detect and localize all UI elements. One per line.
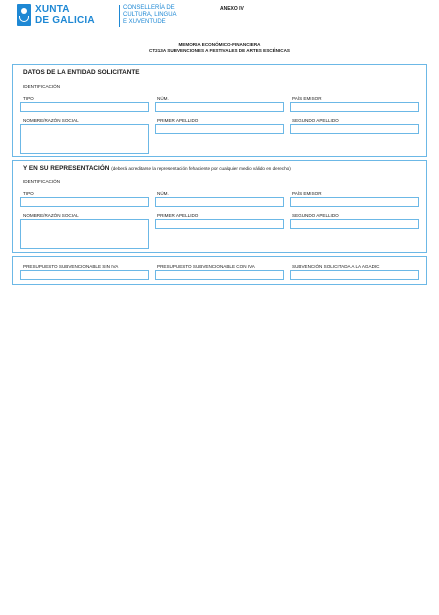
logo-department: CONSELLERÍA DE CULTURA, LINGUA E XUVENTUDE (123, 5, 177, 26)
representative-type-field[interactable] (20, 197, 149, 207)
representative-section (12, 160, 427, 253)
budget-section (12, 256, 427, 285)
applicant-section-title: DATOS DE LA ENTIDAD SOLICITANTE (23, 69, 140, 76)
page-title: MEMORIA ECONÓMICO-FINANCIERA (178, 42, 261, 47)
document-titles (0, 42, 439, 55)
country-label: PAÍS EMISOR (292, 96, 322, 101)
applicant-num-field[interactable] (155, 102, 284, 112)
applicant-surname2-field[interactable] (290, 124, 419, 134)
identification-label: IDENTIFICACIÓN (23, 179, 61, 184)
type-label: TIPO (23, 96, 34, 101)
representative-note: (deberá acreditarse la representación fehaciente por cualquier medio válido en derecho) (111, 166, 291, 171)
xunta-logo (17, 4, 177, 30)
representative-country-field[interactable] (290, 197, 419, 207)
budget-without-vat-field[interactable] (20, 270, 149, 280)
representative-surname2-field[interactable] (290, 219, 419, 229)
country-label: PAÍS EMISOR (292, 191, 322, 196)
logo-divider (119, 5, 120, 27)
representative-section-title: Y EN SU REPRESENTACIÓN (deberá acreditarse la representación fehaciente por cualquier medio válido en derecho) (23, 165, 291, 172)
applicant-country-field[interactable] (290, 102, 419, 112)
annex-label: ANEXO IV (220, 6, 244, 12)
surname2-label: SEGUNDO APELLIDO (292, 118, 339, 123)
identification-label: IDENTIFICACIÓN (23, 84, 61, 89)
budget-with-vat-label: PRESUPUESTO SUBVENCIONABLE CON IVA (157, 264, 255, 269)
applicant-name-field[interactable] (20, 124, 149, 154)
representative-num-field[interactable] (155, 197, 284, 207)
surname2-label: SEGUNDO APELLIDO (292, 213, 339, 218)
surname1-label: PRIMER APELLIDO (157, 213, 199, 218)
logo-wordmark: XUNTA DE GALICIA (35, 4, 95, 26)
num-label: NÚM. (157, 191, 169, 196)
applicant-surname1-field[interactable] (155, 124, 284, 134)
representative-name-field[interactable] (20, 219, 149, 249)
applicant-type-field[interactable] (20, 102, 149, 112)
surname1-label: PRIMER APELLIDO (157, 118, 199, 123)
applicant-section (12, 64, 427, 157)
subsidy-requested-field[interactable] (290, 270, 419, 280)
xunta-emblem-icon (17, 4, 31, 26)
num-label: NÚM. (157, 96, 169, 101)
name-label: NOMBRE/RAZÓN SOCIAL (23, 213, 79, 218)
representative-surname1-field[interactable] (155, 219, 284, 229)
type-label: TIPO (23, 191, 34, 196)
page-subtitle: CT213A SUBVENCIONES A FESTIVALES DE ARTES ESCÉNICAS (149, 48, 290, 54)
name-label: NOMBRE/RAZÓN SOCIAL (23, 118, 79, 123)
budget-without-vat-label: PRESUPUESTO SUBVENCIONABLE SIN IVA (23, 264, 119, 269)
subsidy-requested-label: SUBVENCIÓN SOLICITADA A LA AGADIC (292, 264, 380, 269)
budget-with-vat-field[interactable] (155, 270, 284, 280)
